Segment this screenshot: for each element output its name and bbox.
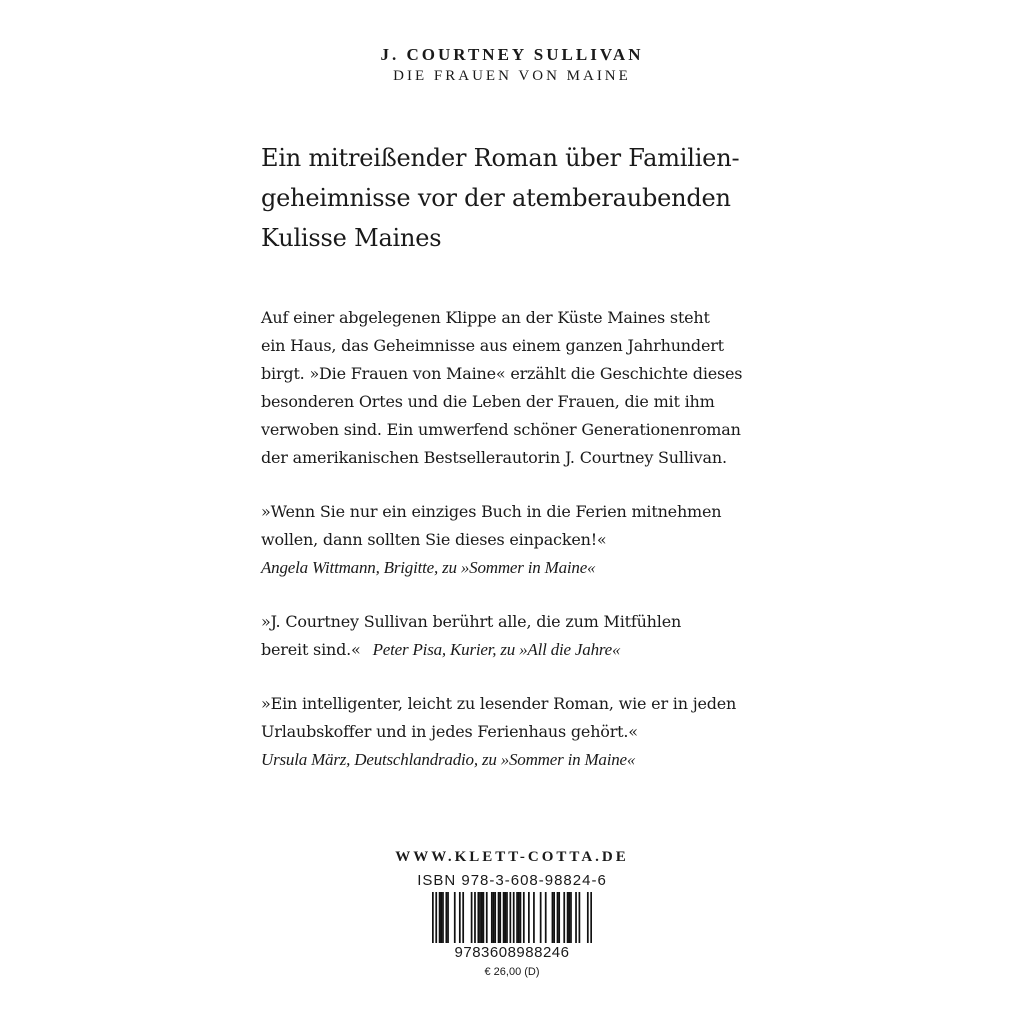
quote-source: Ursula März, Deutschlandradio, zu »Sommer in Maine« [261, 750, 636, 769]
headline [261, 138, 781, 258]
blurb-line: birgt. »Die Frauen von Maine« erzählt die Geschichte dieses [261, 364, 743, 383]
quote-source: Angela Wittmann, Brigitte, zu »Sommer in Maine« [261, 558, 596, 577]
headline-line: Ein mitreißender Roman über Familien- [261, 144, 740, 172]
quote-1 [261, 498, 781, 582]
headline-line: Kulisse Maines [261, 224, 442, 252]
publisher-footer [0, 846, 1024, 892]
blurb-line: besonderen Ortes und die Leben der Frauen, die mit ihm [261, 392, 715, 411]
blurb-paragraph [261, 304, 781, 472]
blurb-line: ein Haus, das Geheimnisse aus einem ganzen Jahrhundert [261, 336, 724, 355]
headline-line: geheimnisse vor der atemberaubenden [261, 184, 731, 212]
blurb-line: Auf einer abgelegenen Klippe an der Küste Maines steht [261, 308, 710, 327]
quote-line: Urlaubskoffer und in jedes Ferienhaus gehört.« [261, 722, 638, 741]
quote-3 [261, 690, 781, 774]
quote-line: bereit sind.« [261, 640, 361, 659]
quote-line: »J. Courtney Sullivan berührt alle, die zum Mitfühlen [261, 612, 682, 631]
quote-source: Peter Pisa, Kurier, zu »All die Jahre« [372, 640, 621, 659]
back-cover-text [261, 138, 781, 774]
quote-line: »Wenn Sie nur ein einziges Buch in die Ferien mitnehmen [261, 502, 722, 521]
author-name: J. COURTNEY SULLIVAN [380, 45, 644, 64]
quote-line-with-source [261, 636, 781, 664]
isbn-text: ISBN 978-3-608-98824-6 [417, 872, 607, 889]
quote-2 [261, 608, 781, 664]
blurb-line: verwoben sind. Ein umwerfend schöner Generationenroman [261, 420, 741, 439]
quote-line: »Ein intelligenter, leicht zu lesender Roman, wie er in jeden [261, 694, 737, 713]
blurb-line: der amerikanischen Bestsellerautorin J. Courtney Sullivan. [261, 448, 727, 467]
publisher-website: WWW.KLETT-COTTA.DE [395, 849, 629, 865]
price-label: € 26,00 (D) [484, 966, 540, 978]
book-title: DIE FRAUEN VON MAINE [393, 68, 631, 84]
quote-line: wollen, dann sollten Sie dieses einpacken!« [261, 530, 607, 549]
barcode-number: 9783608988246 [432, 943, 592, 963]
cover-header [0, 44, 1024, 86]
